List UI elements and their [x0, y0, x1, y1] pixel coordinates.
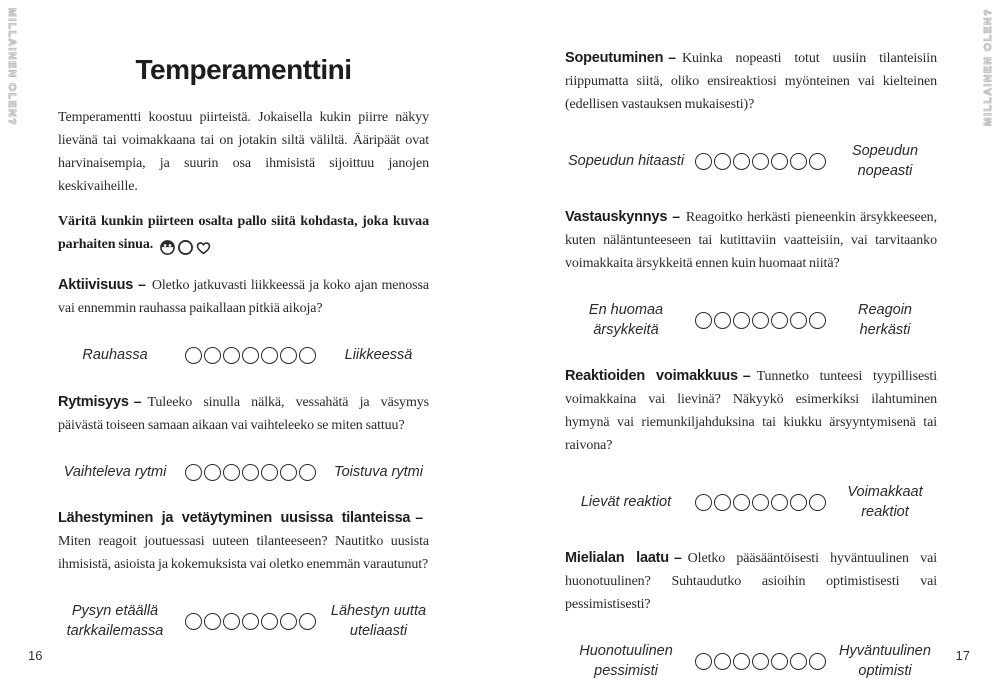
heart-doodle-icon — [195, 239, 212, 256]
scale-circle[interactable] — [733, 494, 750, 511]
scale-circle[interactable] — [242, 347, 259, 364]
scale-circle[interactable] — [185, 347, 202, 364]
scale-circle[interactable] — [790, 653, 807, 670]
trait-term: Rytmisyys — [58, 393, 129, 410]
scale-left-label: Huonotuulinen pessimisti — [579, 643, 673, 679]
scale-circle[interactable] — [695, 153, 712, 170]
trait-section-vastauskynnys — [565, 205, 937, 340]
trait-question: Oletko pääsääntöisesti hyväntuulinen vai huonotuulinen? Suhtaudutko asioihin optimistisesti vai pessimistisesti? — [565, 551, 937, 613]
dash-separator: – — [138, 276, 146, 292]
trait-question-block — [565, 46, 937, 116]
scale-circles — [182, 613, 318, 630]
right-page — [565, 46, 937, 681]
scale-circle[interactable] — [185, 613, 202, 630]
scale-circle[interactable] — [261, 464, 278, 481]
rating-scale — [565, 301, 937, 340]
doodle-icons — [159, 240, 213, 255]
scale-circle[interactable] — [809, 653, 826, 670]
scale-circle[interactable] — [280, 613, 297, 630]
scale-left-label: En huomaa ärsykkeitä — [588, 302, 664, 338]
rating-scale — [565, 642, 937, 681]
scale-circle[interactable] — [695, 312, 712, 329]
scale-right-label: Voimakkaat reaktiot — [847, 484, 923, 520]
trait-section-lahestyminen — [58, 506, 429, 641]
scale-circle[interactable] — [790, 312, 807, 329]
trait-question-block — [58, 390, 429, 437]
trait-question-block — [58, 506, 429, 576]
scale-circle[interactable] — [261, 347, 278, 364]
rating-scale — [58, 346, 429, 366]
scale-circle[interactable] — [714, 153, 731, 170]
trait-section-reaktioiden-voimakkuus — [565, 364, 937, 522]
rating-scale — [58, 602, 429, 641]
scale-circle[interactable] — [809, 494, 826, 511]
rating-scale — [565, 142, 937, 181]
scale-circle[interactable] — [809, 312, 826, 329]
dash-separator: – — [668, 49, 676, 65]
scale-circle[interactable] — [752, 494, 769, 511]
dash-separator: – — [672, 208, 680, 225]
dash-separator: – — [133, 392, 142, 409]
trait-section-sopeutuminen — [565, 46, 937, 181]
trait-section-aktiivisuus — [58, 273, 429, 366]
scale-circle[interactable] — [280, 347, 297, 364]
scale-circle[interactable] — [299, 464, 316, 481]
scale-circle[interactable] — [242, 613, 259, 630]
dash-separator: – — [742, 367, 751, 384]
scale-circle[interactable] — [204, 464, 221, 481]
scale-circles — [182, 347, 318, 364]
page-title: Temperamenttini — [135, 54, 352, 85]
scale-circle[interactable] — [223, 464, 240, 481]
dash-separator: – — [673, 549, 682, 566]
scale-circle[interactable] — [714, 312, 731, 329]
scale-circle[interactable] — [714, 494, 731, 511]
scale-circle[interactable] — [733, 312, 750, 329]
scale-right-label: Liikkeessä — [344, 347, 413, 363]
scale-circle[interactable] — [299, 347, 316, 364]
trait-section-rytmisyys — [58, 390, 429, 483]
scale-circle[interactable] — [204, 347, 221, 364]
left-page — [58, 0, 429, 665]
scale-circle[interactable] — [752, 653, 769, 670]
trait-term: Lähestyminen ja vetäytyminen uusissa tilanteissa — [58, 510, 411, 527]
trait-term: Aktiivisuus — [58, 277, 134, 293]
scale-circle[interactable] — [733, 153, 750, 170]
trait-question: Kuinka nopeasti totut uusiin tilanteisiin riippumatta siitä, oliko ensireaktiosi myönteinen vai kielteinen (edellisen vastauksen mukaisesti)? — [565, 51, 937, 112]
scale-left-label: Vaihteleva rytmi — [63, 463, 167, 480]
scale-left-label: Sopeudun hitaasti — [567, 152, 685, 169]
trait-question: Oletko jatkuvasti liikkeessä ja koko ajan menossa vai ennemmin rauhassa paikallaan pitkiä aikoja? — [58, 278, 429, 316]
scale-left-label: Rauhassa — [82, 347, 148, 363]
scale-circle[interactable] — [752, 153, 769, 170]
scale-circle[interactable] — [261, 613, 278, 630]
scale-circle[interactable] — [733, 653, 750, 670]
scale-circle[interactable] — [809, 153, 826, 170]
rating-scale — [58, 463, 429, 483]
trait-term: Vastauskynnys — [565, 209, 668, 226]
scale-circle[interactable] — [185, 464, 202, 481]
scale-right-label: Toistuva rytmi — [334, 463, 423, 480]
scale-circles — [692, 653, 828, 670]
trait-term: Sopeutuminen — [565, 50, 664, 66]
page-number-right: 17 — [955, 648, 970, 663]
scale-circle[interactable] — [771, 312, 788, 329]
scale-circles — [692, 494, 828, 511]
page-number-left: 16 — [28, 648, 43, 663]
intro-paragraph: Temperamentti koostuu piirteistä. Jokaisella kukin piirre näkyy lievänä tai voimakkaana tai on jotakin siltä väliltä. Ääripäät ovat harvinaisempia, ja suurin osa ihmisistä sijoittuu janojen keskivaiheille. — [58, 110, 429, 194]
scale-circle[interactable] — [790, 494, 807, 511]
trait-section-mielialan-laatu — [565, 546, 937, 681]
scale-circle[interactable] — [695, 653, 712, 670]
trait-question: Miten reagoit joutuessasi uuteen tilanteeseen? Nautitko uusista ihmisistä, asioista ja kokemuksista vai oletko enemmän varautunut? — [58, 534, 429, 573]
scale-circles — [182, 464, 318, 481]
dash-separator: – — [415, 509, 423, 526]
trait-question-block — [565, 364, 937, 457]
scale-circle[interactable] — [695, 494, 712, 511]
scale-left-label: Pysyn etäällä tarkkailemassa — [66, 603, 164, 639]
circle-doodle-icon — [177, 239, 194, 256]
page-edge-text-left: MILLAINEN OLEN? — [6, 8, 18, 127]
trait-question: Tuleeko sinulla nälkä, vessahätä ja väsymys päivästä toiseen samaan aikaan vai vaihteleeko se miten sattuu? — [58, 394, 429, 433]
trait-question-block — [565, 546, 937, 616]
rating-scale — [565, 483, 937, 522]
scale-circles — [692, 153, 828, 170]
trait-question: Reagoitko herkästi pieneenkin ärsykkeeseen, kuten näläntunteeseen tai kutittaviin vaatteisiin, vai tarvitaanko voimakkaita ärsykkeitä ennen kuin huomaat niitä? — [565, 210, 937, 272]
page-edge-text-right: MILLAINEN OLEN? — [982, 8, 994, 127]
scale-circle[interactable] — [752, 312, 769, 329]
scale-right-label: Hyväntuulinen optimisti — [839, 643, 931, 679]
scale-left-label: Lievät reaktiot — [580, 494, 672, 511]
scale-circle[interactable] — [299, 613, 316, 630]
scale-circle[interactable] — [771, 494, 788, 511]
scale-circle[interactable] — [223, 613, 240, 630]
coloring-instruction-text: Väritä kunkin piirteen osalta pallo siitä kohdasta, joka kuvaa parhaiten sinua. — [58, 214, 429, 252]
scale-circle[interactable] — [714, 653, 731, 670]
scale-right-label: Sopeudun nopeasti — [851, 143, 919, 179]
scale-circle[interactable] — [790, 153, 807, 170]
scale-circle[interactable] — [280, 464, 297, 481]
trait-term: Reaktioiden voimakkuus — [565, 368, 738, 385]
scale-circles — [692, 312, 828, 329]
scale-circle[interactable] — [771, 653, 788, 670]
trait-question-block — [58, 273, 429, 320]
scale-circle[interactable] — [204, 613, 221, 630]
trait-question-block — [565, 205, 937, 275]
face-doodle-icon — [159, 239, 176, 256]
scale-circle[interactable] — [771, 153, 788, 170]
trait-term: Mielialan laatu — [565, 550, 669, 567]
scale-circle[interactable] — [223, 347, 240, 364]
scale-right-label: Lähestyn uutta uteliaasti — [330, 603, 427, 639]
trait-question: Tunnetko tunteesi tyypillisesti voimakkaina vai lievinä? Näkyykö esimerkiksi ilahtuminen hymynä vai riemunkiljahduksina tai kiukku ärsyyntymisenä tai raivona? — [565, 369, 937, 454]
scale-right-label: Reagoin herkästi — [857, 302, 912, 338]
coloring-instruction — [58, 210, 429, 259]
scale-circle[interactable] — [242, 464, 259, 481]
